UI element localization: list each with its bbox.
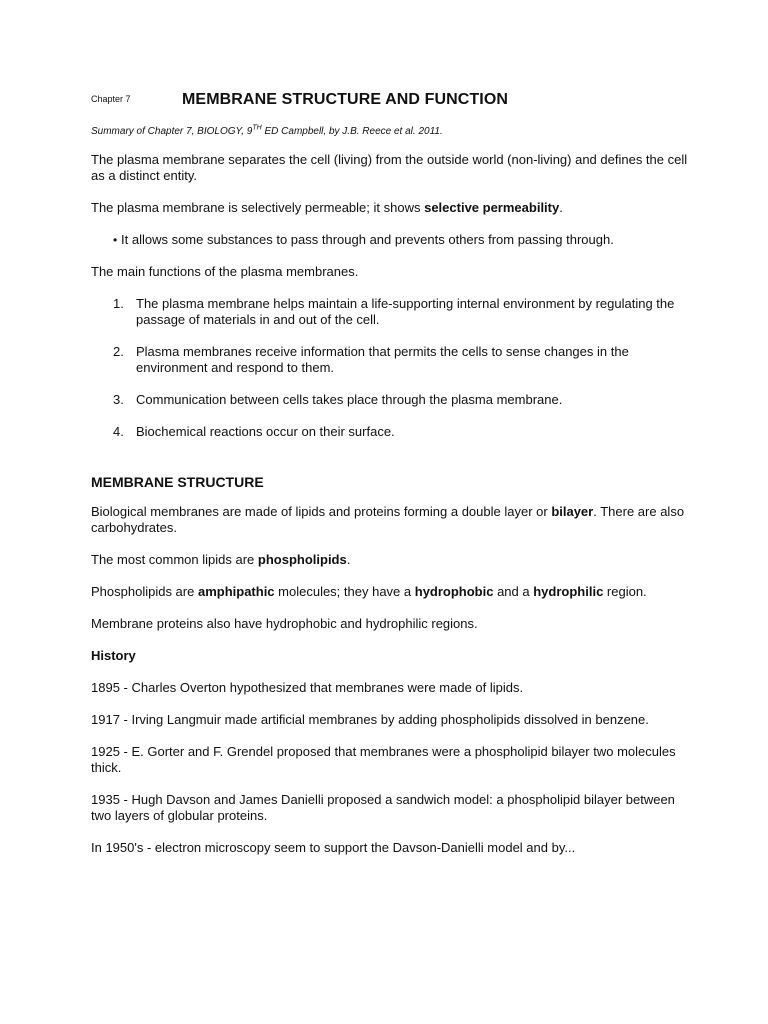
history-entry: In 1950's - electron microscopy seem to support the Davson-Danielli model and by...	[91, 840, 576, 855]
history-entry: 1925 - E. Gorter and F. Grendel proposed that membranes were a phospholipid bilayer two molecules thick.	[91, 744, 676, 775]
phospholipids-term: phospholipids	[257, 552, 347, 567]
functions-intro: The main functions of the plasma membranes.	[91, 264, 359, 279]
list-item	[91, 344, 691, 376]
bilayer-text: Biological membranes are made of lipids and proteins forming a double layer or	[91, 504, 552, 519]
list-number: 3.	[113, 392, 124, 407]
bullet-icon: •	[113, 233, 118, 247]
hydrophilic-term: hydrophilic	[533, 584, 604, 599]
hydrophobic-term: hydrophobic	[414, 584, 494, 599]
summary-text-end: ED Campbell, by J.B. Reece et al. 2011.	[261, 126, 443, 137]
list-item	[91, 296, 691, 328]
amphipathic-text-g: region.	[603, 584, 647, 599]
chapter-label: Chapter 7	[91, 94, 131, 104]
history-entry: 1917 - Irving Langmuir made artificial membranes by adding phospholipids dissolved in benzene.	[91, 712, 649, 727]
list-text: Plasma membranes receive information that permits the cells to sense changes in the environment and respond to them.	[136, 344, 629, 375]
permeability-text: The plasma membrane is selectively permeable; it shows	[91, 200, 425, 215]
list-text: The plasma membrane helps maintain a life-supporting internal environment by regulating the passage of materials in and out of the cell.	[136, 296, 675, 327]
list-item	[91, 392, 691, 408]
amphipathic-paragraph	[91, 584, 691, 600]
list-number: 2.	[113, 344, 124, 359]
phospholipids-period: .	[346, 552, 351, 567]
phospholipids-paragraph	[91, 552, 691, 568]
list-number: 1.	[113, 296, 124, 311]
summary-text-start: Summary of Chapter 7, BIOLOGY, 9	[91, 126, 253, 137]
permeability-period: .	[559, 200, 563, 215]
list-text: Biochemical reactions occur on their surface.	[136, 424, 395, 439]
list-text: Communication between cells takes place through the plasma membrane.	[136, 392, 563, 407]
intro-paragraph: The plasma membrane separates the cell (living) from the outside world (non-living) and defines the cell as a distinct entity.	[91, 152, 688, 183]
list-item	[91, 232, 691, 248]
history-entry: 1935 - Hugh Davson and James Danielli proposed a sandwich model: a phospholipid bilayer between two layers of globular proteins.	[91, 792, 675, 823]
phospholipids-text: The most common lipids are	[91, 552, 258, 567]
amphipathic-text-e: and a	[493, 584, 534, 599]
document-content	[91, 92, 691, 856]
summary-citation	[91, 125, 691, 138]
bilayer-paragraph	[91, 504, 691, 536]
section-heading-membrane-structure: MEMBRANE STRUCTURE	[91, 474, 264, 490]
history-heading: History	[91, 648, 136, 663]
bullet-text: It allows some substances to pass through and prevents others from passing through.	[121, 232, 614, 247]
amphipathic-text-a: Phospholipids are	[91, 584, 198, 599]
amphipathic-term: amphipathic	[197, 584, 275, 599]
membrane-proteins-paragraph: Membrane proteins also have hydrophobic and hydrophilic regions.	[91, 616, 478, 631]
list-item	[91, 424, 691, 440]
history-entry: 1895 - Charles Overton hypothesized that membranes were made of lipids.	[91, 680, 524, 695]
list-number: 4.	[113, 424, 124, 439]
document-title: MEMBRANE STRUCTURE AND FUNCTION	[182, 91, 509, 108]
permeability-bullets	[91, 232, 691, 248]
summary-superscript: TH	[252, 124, 262, 132]
functions-list	[91, 296, 691, 440]
bilayer-term: bilayer	[551, 504, 594, 519]
permeability-paragraph	[91, 200, 691, 216]
bilayer-text-end: . There are also carbohydrates.	[91, 504, 685, 535]
amphipathic-text-c: molecules; they have a	[274, 584, 415, 599]
permeability-term: selective permeability	[424, 200, 560, 215]
document-header	[91, 92, 691, 116]
